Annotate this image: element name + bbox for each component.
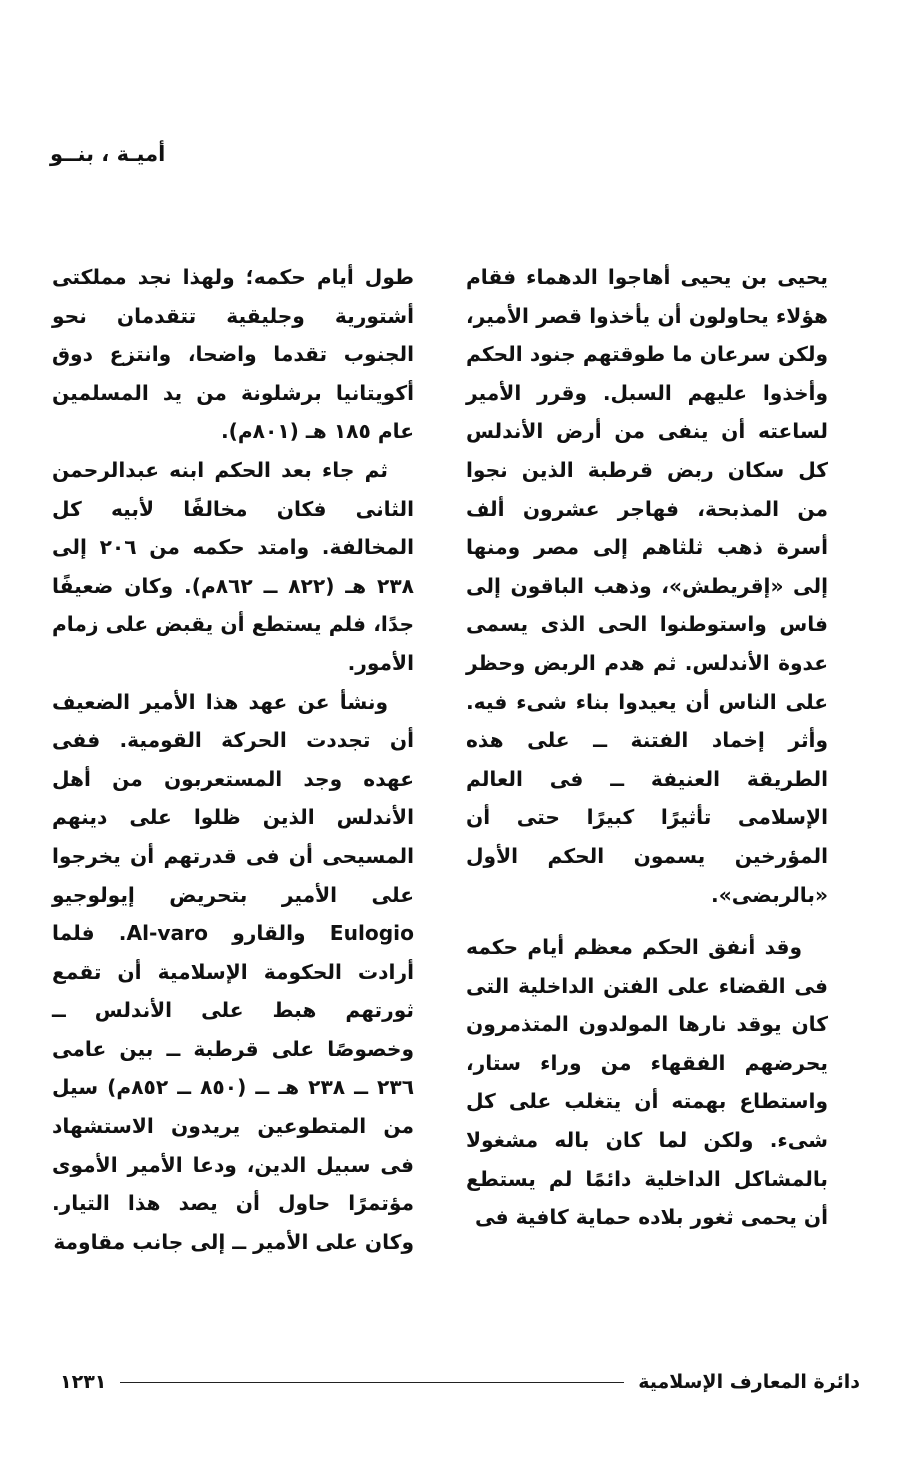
left-paragraph-1: طول أيام حكمه؛ ولهذا نجد مملكتى أشتورية وجليقية تتقدمان نحو الجنوب تقدما واضحا، وانتزع دوق أكويتانيا برشلونة من يد المسلمين عام ١٨٥ هـ (٨٠١م). [52,265,414,444]
left-column [52,258,414,1261]
left-paragraph-3: ونشأ عن عهد هذا الأمير الضعيف أن تجددت الحركة القومية. ففى عهده وجد المستعربون من أهل الأندلس الذين ظلوا على دينهم المسيحى أن فى قدرتهم أن يخرجوا على الأمير بتحريض إيولوجيو Eulogio والقارو Al-varo. فلما أرادت الحكومة الإسلامية أن تقمع ثورتهم هبط على الأندلس ــ وخصوصًا على قرطبة ــ بين عامى ٢٣٦ ــ ٢٣٨ هـ ــ (٨٥٠ ــ ٨٥٢م) سيل من المتطوعين يريدون الاستشهاد فى سبيل الدين، ودعا الأمير الأموى مؤتمرًا حاول أن يصد هذا التيار. وكان على الأمير ــ إلى جانب مقاومة [52,689,415,1254]
page-number: ١٢٣١ [60,1371,107,1393]
page-footer [60,1362,860,1402]
footer-publication-title: دائرة المعارف الإسلامية [638,1371,860,1393]
right-column [466,258,828,1237]
left-paragraph-2: ثم جاء بعد الحكم ابنه عبدالرحمن الثانى فكان مخالفًا لأبيه كل المخالفة. وامتد حكمه من ٢٠٦ إلى ٢٣٨ هـ (٨٢٢ ــ ٨٦٢م). وكان ضعيفًا جدًا، فلم يستطع أن يقبض على زمام الأمور. [52,457,414,675]
right-paragraph-2: وقد أنفق الحكم معظم أيام حكمه فى القضاء على الفتن الداخلية التى كان يوقد نارها المولدون المتذمرون يحرضهم الفقهاء من وراء ستار، واستطاع بهمته أن يتغلب على كل شىء. ولكن لما كان باله مشغولا بالمشاكل الداخلية دائمًا لم يستطع أن يحمى ثغور بلاده حماية كافية فى [466,935,828,1230]
right-paragraph-1: يحيى بن يحيى أهاجوا الدهماء فقام هؤلاء يحاولون أن يأخذوا قصر الأمير، ولكن سرعان ما طوقتهم جنود الحكم وأخذوا عليهم السبل. وقرر الأمير لساعته أن ينفى من أرض الأندلس كل سكان ربض قرطبة الذين نجوا من المذبحة، فهاجر عشرون ألف أسرة ذهب ثلثاهم إلى مصر ومنها إلى «إقريطش»، وذهب الباقون إلى فاس واستوطنوا الحى الذى يسمى عدوة الأندلس. ثم هدم الربض وحظر على الناس أن يعيدوا بناء شىء فيه. وأثر إخماد الفتنة ــ على هذه الطريقة العنيفة ــ فى العالم الإسلامى تأثيرًا كبيرًا حتى أن المؤرخين يسمون الحكم الأول «بالربضى». [466,265,828,907]
footer-rule [120,1382,624,1383]
running-head-title: أميـة ، بنــو [50,142,166,166]
